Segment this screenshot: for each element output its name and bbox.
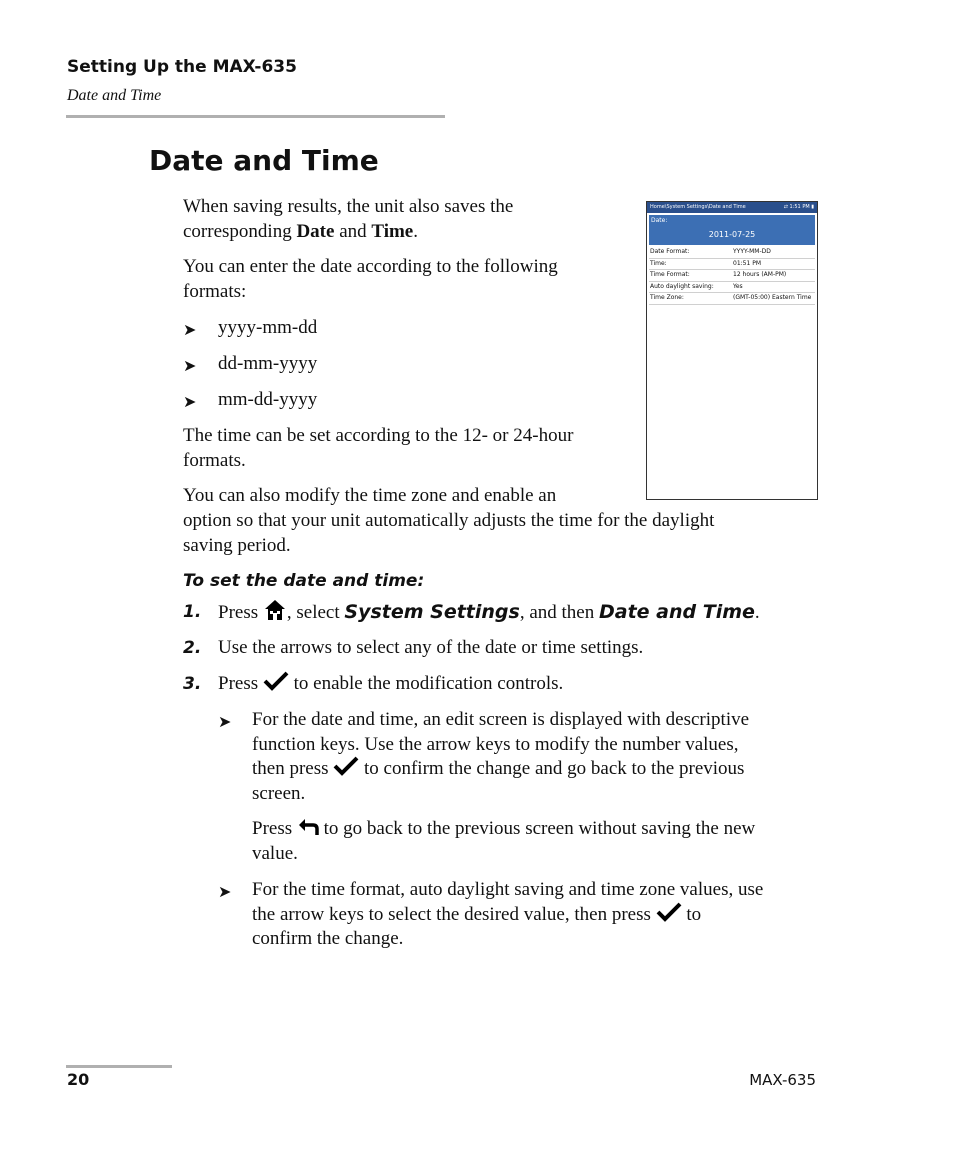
sub-bullet-1-note-line-2: value. bbox=[252, 843, 298, 864]
intro-paragraph-4-line-2: option so that your unit automatically adjusts the time for the daylight bbox=[183, 510, 715, 531]
screenshot-setting-row: Time Format: 12 hours (AM-PM) bbox=[649, 270, 815, 282]
screenshot-date-label: Date: bbox=[651, 217, 668, 224]
footer-rule bbox=[66, 1065, 172, 1068]
intro-paragraph-4-line-3: saving period. bbox=[183, 535, 291, 556]
header-rule bbox=[66, 115, 445, 118]
sub-bullet-2-line-2: the arrow keys to select the desired value, then press to bbox=[252, 902, 701, 929]
intro-paragraph-1: When saving results, the unit also saves the corresponding Date and Time. bbox=[183, 196, 514, 242]
format-item: dd-mm-yyyy bbox=[218, 353, 318, 374]
section-subtitle: Date and Time bbox=[67, 87, 162, 104]
step-number: 1. bbox=[183, 602, 202, 622]
arrowhead-bullet-icon: ➤ bbox=[218, 714, 232, 731]
arrowhead-bullet-icon: ➤ bbox=[183, 358, 197, 375]
intro-paragraph-3: The time can be set according to the 12- or 24-hour formats. bbox=[183, 425, 574, 471]
sub-bullet-1-line-3: then press to confirm the change and go back to the previous bbox=[252, 756, 744, 783]
step-1-text: Press , select System Settings, and then Date and Time. bbox=[218, 598, 760, 629]
format-item: mm-dd-yyyy bbox=[218, 389, 318, 410]
sub-bullet-1-line-4: screen. bbox=[252, 783, 306, 804]
sub-bullet-2-line-3: confirm the change. bbox=[252, 928, 404, 949]
screenshot-date-field bbox=[649, 215, 815, 245]
screenshot-setting-row: Time: 01:51 PM bbox=[649, 259, 815, 271]
screenshot-clock: ⇄ 1:51 PM ▮ bbox=[783, 204, 814, 210]
step-number: 3. bbox=[183, 674, 202, 694]
screenshot-titlebar bbox=[647, 202, 817, 213]
page-heading: Date and Time bbox=[149, 144, 379, 177]
checkmark-icon bbox=[333, 756, 359, 783]
sub-bullet-1-line-2: function keys. Use the arrow keys to modify the number values, bbox=[252, 734, 739, 755]
device-screenshot bbox=[646, 201, 818, 500]
chapter-title: Setting Up the MAX-635 bbox=[67, 57, 297, 77]
step-3-text: Press to enable the modification controls. bbox=[218, 671, 563, 698]
intro-paragraph-4-line-1: You can also modify the time zone and enable an bbox=[183, 485, 557, 506]
home-icon bbox=[263, 598, 287, 629]
arrowhead-bullet-icon: ➤ bbox=[183, 394, 197, 411]
screenshot-setting-row: Time Zone: (GMT-05:00) Eastern Time bbox=[649, 293, 815, 305]
arrowhead-bullet-icon: ➤ bbox=[183, 322, 197, 339]
checkmark-icon bbox=[656, 902, 682, 929]
format-item: yyyy-mm-dd bbox=[218, 317, 318, 338]
back-arrow-icon bbox=[297, 817, 319, 842]
procedure-title: To set the date and time: bbox=[183, 571, 425, 591]
footer-model: MAX-635 bbox=[749, 1071, 816, 1089]
checkmark-icon bbox=[263, 671, 289, 698]
screenshot-date-value: 2011-07-25 bbox=[708, 230, 756, 239]
sub-bullet-1-line-1: For the date and time, an edit screen is displayed with descriptive bbox=[252, 709, 750, 730]
page-number: 20 bbox=[67, 1070, 90, 1089]
intro-paragraph-2: You can enter the date according to the following formats: bbox=[183, 256, 558, 302]
arrowhead-bullet-icon: ➤ bbox=[218, 884, 232, 901]
sub-bullet-1-note-line-1: Press to go back to the previous screen without saving the new bbox=[252, 816, 755, 842]
screenshot-setting-row: Date Format: YYYY-MM-DD bbox=[649, 247, 815, 259]
screenshot-setting-row: Auto daylight saving: Yes bbox=[649, 282, 815, 294]
sub-bullet-2-line-1: For the time format, auto daylight saving and time zone values, use bbox=[252, 879, 764, 900]
step-number: 2. bbox=[183, 638, 202, 658]
screenshot-breadcrumb: Home\System Settings\Date and Time bbox=[650, 204, 746, 210]
step-2-text: Use the arrows to select any of the date or time settings. bbox=[218, 637, 644, 658]
